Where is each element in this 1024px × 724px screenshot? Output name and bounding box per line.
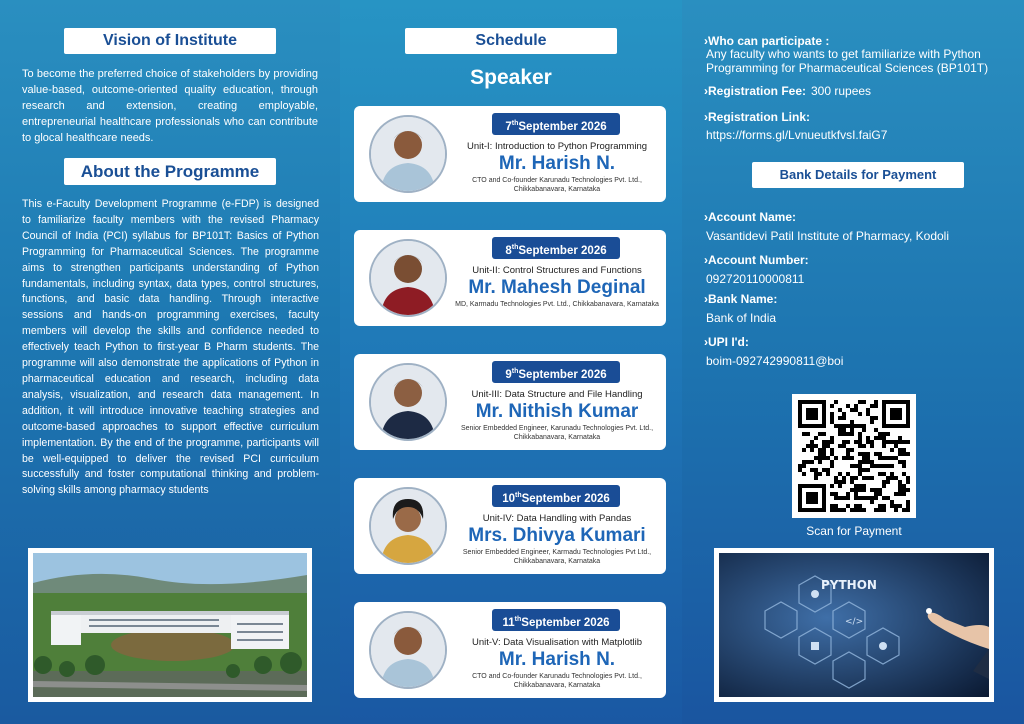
speaker-photo xyxy=(369,115,447,193)
bank-name-label: ›Bank Name: xyxy=(704,292,778,306)
bank-name-value: Bank of India xyxy=(706,311,777,325)
python-banner-image xyxy=(719,553,989,697)
registration-link[interactable]: https://forms.gl/LvnueutkfvsI.faiG7 xyxy=(706,128,888,142)
unit-title: Unit-V: Data Visualisation with Matplotlib xyxy=(471,637,643,648)
account-number-label: ›Account Number: xyxy=(704,253,809,267)
scan-caption: Scan for Payment xyxy=(806,524,902,538)
speaker-card-3 xyxy=(354,354,666,450)
campus-image xyxy=(33,553,307,697)
speaker-photo xyxy=(369,611,447,689)
vision-title: Vision of Institute xyxy=(64,28,276,54)
speaker-name: Mrs. Dhivya Kumari xyxy=(468,525,646,546)
account-name-label: ›Account Name: xyxy=(704,210,797,224)
speaker-photo xyxy=(369,487,447,565)
speaker-card-4 xyxy=(354,478,666,574)
about-title: About the Programme xyxy=(64,158,276,185)
unit-title: Unit-III: Data Structure and File Handling xyxy=(471,389,643,400)
date-badge: 10thSeptember 2026 xyxy=(492,485,620,507)
fee-label: ›Registration Fee: xyxy=(704,84,807,98)
account-number-value: 092720110000811 xyxy=(706,272,805,286)
fee-value: 300 rupees xyxy=(811,84,872,98)
python-banner-text: PYTHON xyxy=(821,578,877,592)
date-badge: 9thSeptember 2026 xyxy=(492,361,620,383)
date-badge: 8thSeptember 2026 xyxy=(492,237,620,259)
who-label: ›Who can participate : xyxy=(704,34,830,48)
bank-title: Bank Details for Payment xyxy=(752,162,964,188)
who-text: Any faculty who wants to get familiarize with Python Programming for Pharmaceutical Sciences (BP101T) xyxy=(706,47,989,75)
registration-link-label: ›Registration Link: xyxy=(704,110,811,124)
speaker-designation: MD, Karmadu Technologies Pvt. Ltd., Chikkabanavara, Karnataka xyxy=(455,301,659,308)
date-badge: 7thSeptember 2026 xyxy=(492,113,620,135)
date-badge: 11thSeptember 2026 xyxy=(492,609,620,631)
speaker-designation: CTO and Co-founder Karunadu Technologies Pvt. Ltd., Chikkabanavara, Karnataka xyxy=(472,177,642,193)
speaker-name: Mr. Nithish Kumar xyxy=(475,401,639,422)
speaker-photo xyxy=(369,239,447,317)
speaker-designation: CTO and Co-founder Karunadu Technologies Pvt. Ltd., Chikkabanavara, Karnataka xyxy=(472,673,642,689)
account-name-value: Vasantidevi Patil Institute of Pharmacy, Kodoli xyxy=(706,229,950,243)
speaker-photo xyxy=(369,363,447,441)
speaker-name: Mr. Harish N. xyxy=(498,153,616,174)
middle-panel xyxy=(340,0,682,724)
speaker-name: Mr. Mahesh Deginal xyxy=(468,277,646,298)
about-text: This e-Faculty Development Programme (e-FDP) is designed to familiarize faculty members with the revised Pharmacy Council of India (PCI) syllabus for BP101T: Basics of Python Programming for Pharmaceutical Sciences. The programme aims to strengthen participants understanding of Python fundamentals, including syntax, data types, control structures, functions, and basic data handling. Through interactive sessions and hands-on programming exercises, faculty members will develop the skills and confidence needed to effectively teach Python to first-year B Pharm students. The programme will also demonstrate the applications of Python in pharmaceutical education and research, including data analysis, visualization, and research data management. In addition, it will introduce innovative teaching strategies and outcome-based approaches to support effective curriculum implementation. By the end of the programme, participants will be well-equipped to deliver the revised PCI curriculum successfully and foster computational thinking and problem-solving skills among pharmacy students xyxy=(22,198,319,497)
upi-label: ›UPI I'd: xyxy=(704,335,749,349)
unit-title: Unit-I: Introduction to Python Programming xyxy=(466,141,648,152)
qr-code-image xyxy=(798,400,910,512)
python-banner xyxy=(714,548,994,702)
unit-title: Unit-IV: Data Handling with Pandas xyxy=(482,513,632,524)
unit-title: Unit-II: Control Structures and Functions xyxy=(472,265,642,276)
speaker-designation: Senior Embedded Engineer, Karmadu Technologies Pvt Ltd., Chikkabanavara, Karnataka xyxy=(462,549,652,565)
right-panel xyxy=(682,0,1024,724)
left-panel xyxy=(0,0,340,724)
vision-text: To become the preferred choice of stakeholders by providing value-based, outcome-oriented quality education, through research and extension, creating employable, entrepreneurial healthcare professionals who can contribute to glocal healthcare needs. xyxy=(22,68,318,145)
speaker-card-2 xyxy=(354,230,666,326)
speaker-designation: Senior Embedded Engineer, Karunadu Technologies Pvt. Ltd., Chikkabanavara, Karnataka xyxy=(460,425,654,441)
campus-photo xyxy=(28,548,312,702)
upi-value: boim-092742990811@boi xyxy=(706,354,844,368)
schedule-title: Schedule xyxy=(405,28,617,54)
speaker-card-5 xyxy=(354,602,666,698)
qr-code xyxy=(792,394,916,518)
speaker-card-1 xyxy=(354,106,666,202)
svg-text:</>: </> xyxy=(845,617,864,627)
speaker-heading: Speaker xyxy=(470,66,552,89)
speaker-name: Mr. Harish N. xyxy=(498,649,616,670)
